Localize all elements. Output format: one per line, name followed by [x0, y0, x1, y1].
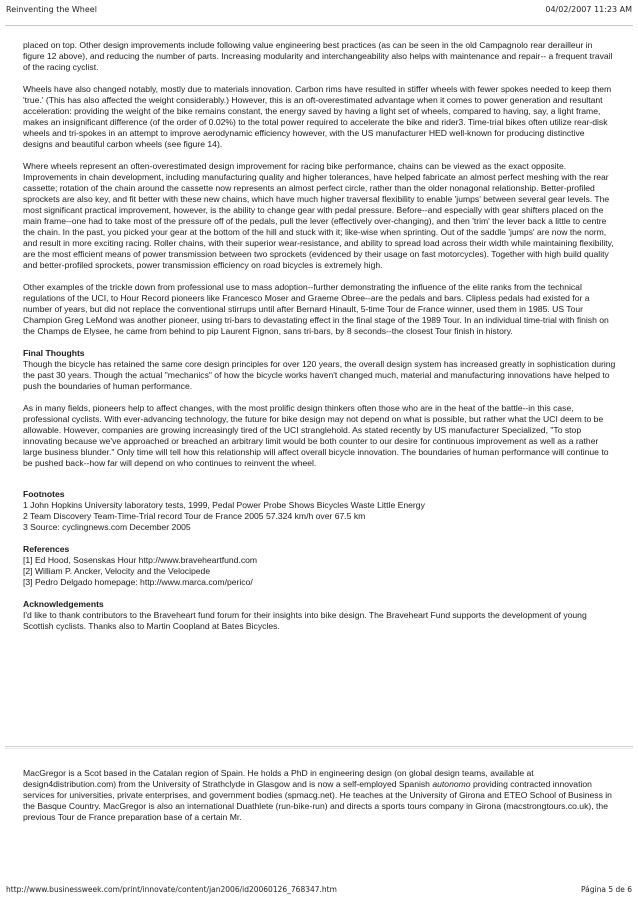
paragraph-1: placed on top. Other design improvements include following value engineering best practices (as can be seen in the old Campagnolo rear derailleur in figure 12 above), and reducing the number of parts. Increasing modularity and interchangeability also helps with maintenance and repair-- a frequent travail of the racing cyclist.: [23, 40, 613, 72]
bio-divider: [5, 746, 633, 749]
paragraph-3: Where wheels represent an often-overestimated design improvement for racing bike performance, chains can be viewed as the exact opposite. Improvements in chain development, including manufacturing quality and higher tolerances, have helped fabricate an almost perfect meshing with the rear cassette; rotation of the chain around the cassette now represents an almost perfect circle, rather than the older nonagonal relationship. Better-profiled sprockets are also key, and fit better with these new chains, which have much higher traversal flexibility to enable 'jumps' between several gear levels. The most significant practical improvement, however, is the ability to change gear with pedal pressure. Before--and especially with gear shifters placed on the main frame--one had to take most of the pressure off of the pedals, pull the lever (effectively over-changing), and then 'trim' the lever back a little to centre the chain. In the past, you picked your gear at the bottom of the hill and stuck with it; like-wise when sprinting. Out of the saddle 'jumps' are now the norm, and result in more exciting racing. Roller chains, with their superior wear-resistance, and ability to spread load across their width while maintaining flexibility, are the most efficient means of power transmission between two sprockets (evidenced by their usage on fast motorcycles). Together with high build quality and better-profiled sprockets, power transmission efficiency on road bicycles is extremely high.: [23, 161, 614, 270]
acknowledgements-heading: Acknowledgements: [23, 599, 104, 609]
print-footer: [6, 885, 632, 897]
top-divider: [5, 25, 633, 26]
article-body: [23, 40, 616, 643]
bio-italic-term: autonomo: [432, 779, 471, 789]
footnote-item: 2 Team Discovery Team-Time-Trial record Tour de France 2005 57.324 km/h over 67.5 km: [23, 511, 366, 521]
footnotes-heading: Footnotes: [23, 489, 65, 499]
final-paragraph-1: Though the bicycle has retained the same core design principles for over 120 years, the overall design system has increased greatly in sophistication during the past 30 years. Though the actual "mechanics" of how the bicycle works haven't changed much, material and manufacturing innovations have helped to push the boundaries of human performance.: [23, 359, 616, 391]
reference-item: [1] Ed Hood, Sosenskas Hour http://www.braveheartfund.com: [23, 555, 258, 565]
footnotes-section: [23, 489, 616, 533]
paragraph-2: Wheels have also changed notably, mostly due to materials innovation. Carbon rims have resulted in stiffer wheels with fewer spokes needed to keep them 'true.' (This has also affected the weight considerably.) However, this is an oft-overestimated advantage when it comes to power generation and resultant acceleration: providing the weight of the bike remains constant, the energy saved by having a light set of wheels, compared to having, say, a light frame, makes an insignificant difference (of the order of 0.02%) to the total power required to accelerate the bike and rider3. Time-trial bikes often utilize rear-disk wheels and tri-spokes in an attempt to improve aerodynamic efficiency however, with the US manufacturer HED well-known for producing distinctive designs and beautiful carbon wheels (see figure 14).: [23, 84, 612, 149]
author-bio: [23, 768, 616, 823]
acknowledgements-section: [23, 599, 616, 632]
footnote-item: 1 John Hopkins University laboratory tests, 1999, Pedal Power Probe Shows Bicycles Waste Little Energy: [23, 500, 425, 510]
references-heading: References: [23, 544, 70, 554]
final-thoughts-section: [23, 348, 616, 469]
acknowledgements-text: I'd like to thank contributors to the Braveheart fund forum for their insights into bike design. The Braveheart Fund supports the development of young Scottish cyclists. Thanks also to Martin Coopland at Bates Bicycles.: [23, 610, 587, 631]
print-header: [6, 5, 632, 17]
page-title: Reinventing the Wheel: [6, 5, 97, 14]
final-thoughts-heading: Final Thoughts: [23, 348, 85, 358]
page-number: Página 5 de 6: [580, 885, 632, 894]
author-bio-text: [23, 768, 616, 823]
footnote-item: 3 Source: cyclingnews.com December 2005: [23, 522, 191, 532]
final-paragraph-2: As in many fields, pioneers help to affect changes, with the most prolific design thinkers often those who are in the heat of the battle--in this case, professional cyclists. With ever-advancing technology, the future for bike design may not depend on what is possible, but rather what the UCI deem to be allowable. However, companies are growing increasingly tired of the UCI stranglehold. As stated recently by US manufacturer Specialized, "To stop innovating because we've approached or breached an arbitrary limit would be both counter to our desire for continuous improvement as well as a rather large business blunder." Only time will tell how this relationship will affect overall bicycle innovation. The boundaries of human performance will continue to be pushed back--how far will depend on who continues to reinvent the wheel.: [23, 403, 609, 468]
bio-text-end: providing contracted innovation services for universities, private enterprises, and government bodies (spmacg.net). He teaches at the University of Girona and ETEO School of Business in the Basque Country. MacGregor is also an international Duathlete (run-bike-run) and directs a sports tours company in Girona (macstrongtours.co.uk), the previous Tour de France preparation base of a certain Mr.: [23, 779, 612, 822]
paragraph-4: Other examples of the trickle down from professional use to mass adoption--further demonstrating the influence of the elite ranks from the technical regulations of the UCI, to Hour Record pioneers like Francesco Moser and Graeme Obree--are the pedals and bars. Clipless pedals had existed for a number of years, but did not replace the conventional stirrups until after Bernard Hinault, 5-time Tour de France winner, used them in 1985. US Tour Champion Greg LeMond was another pioneer, using tri-bars to devastating effect in the final stage of the 1989 Tour. In an individual time-trial with finish on the Champs de Elysee, he came from behind to pip Laurent Fignon, sans tri-bars, by 8 seconds--the closest Tour finish in history.: [23, 282, 609, 336]
print-datetime: 04/02/2007 11:23 AM: [545, 5, 632, 14]
reference-item: [2] William P. Ancker, Velocity and the Velocipede: [23, 566, 211, 576]
source-url: http://www.businessweek.com/print/innovate/content/jan2006/id20060126_768347.htm: [6, 885, 337, 894]
reference-item: [3] Pedro Delgado homepage: http://www.marca.com/perico/: [23, 577, 253, 587]
references-section: [23, 544, 616, 588]
bio-text-start: MacGregor is a Scot based in the Catalan region of Spain. He holds a PhD in engineering design (on global design teams, available at design4distribution.com) from the University of Strathclyde in Glasgow and is now a self-employed Spanish: [23, 768, 534, 789]
